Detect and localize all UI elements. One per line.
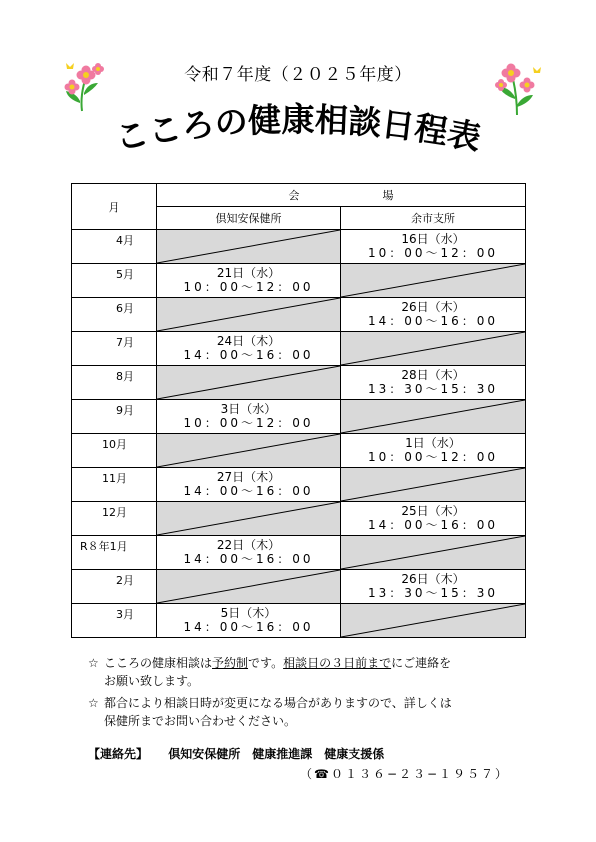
schedule-cell-venue-a (157, 536, 341, 570)
flower-right-icon (493, 55, 545, 117)
venue-header: 会 場 (157, 184, 526, 207)
table-row (72, 298, 526, 332)
date-text: 26日（木） (401, 300, 465, 314)
month-cell: 8月 (72, 366, 157, 400)
notes (88, 654, 452, 734)
schedule-cell-venue-b (341, 230, 526, 264)
star-icon: ☆ (88, 696, 99, 710)
empty-cell-venue-a (157, 366, 341, 400)
empty-cell-venue-b (341, 332, 526, 366)
empty-cell-venue-a (157, 298, 341, 332)
empty-cell-venue-a (157, 502, 341, 536)
date-text: 21日（水） (216, 266, 281, 280)
time-text: 14：00〜16：00 (367, 518, 499, 532)
time-text: 14：00〜16：00 (183, 620, 314, 634)
time-text: 10：00〜12：00 (183, 416, 314, 430)
date-text: 1日（水） (405, 436, 461, 450)
diagonal-line (157, 230, 340, 263)
month-header: 月 (72, 184, 157, 230)
diagonal-line (157, 366, 340, 399)
schedule-cell-venue-b (341, 570, 526, 604)
diagonal-line (157, 570, 340, 603)
table-row (72, 366, 526, 400)
time-text: 14：00〜16：00 (183, 552, 314, 566)
note-reservation: ☆ こころの健康相談は予約制です。相談日の３日前までにご連絡を お願い致します。 (88, 656, 452, 688)
table-row (72, 536, 526, 570)
month-cell: 5月 (72, 264, 157, 298)
flower-left-icon (58, 55, 108, 113)
month-cell: 11月 (72, 468, 157, 502)
diagonal-line (341, 536, 525, 569)
contact-info (88, 744, 509, 784)
schedule-cell-venue-a (157, 468, 341, 502)
diagonal-line (157, 502, 340, 535)
table-row (72, 604, 526, 638)
month-cell: 10月 (72, 434, 157, 468)
time-text: 14：00〜16：00 (183, 484, 314, 498)
contact-org: 倶知安保健所 健康推進課 健康支援係 (168, 747, 385, 761)
contact-label: 【連絡先】 (88, 747, 149, 761)
diagonal-line (157, 434, 340, 467)
date-text: 16日（水） (401, 232, 465, 246)
time-text: 10：00〜12：00 (367, 246, 499, 260)
venue-a-header: 倶知安保健所 (157, 207, 341, 230)
time-text: 10：00〜12：00 (367, 450, 499, 464)
date-text: 26日（木） (401, 572, 465, 586)
empty-cell-venue-b (341, 604, 526, 638)
table-row (72, 400, 526, 434)
schedule-cell-venue-b (341, 502, 526, 536)
month-cell: 4月 (72, 230, 157, 264)
month-cell: 2月 (72, 570, 157, 604)
schedule-cell-venue-b (341, 298, 526, 332)
month-cell: 6月 (72, 298, 157, 332)
note-change: ☆ 都合により相談日時が変更になる場合がありますので、詳しくは 保健所までお問い合わせください。 (88, 696, 452, 728)
schedule-cell-venue-a (157, 264, 341, 298)
page-title: こころの健康相談日程表 (111, 100, 485, 158)
schedule-body (72, 230, 526, 638)
empty-cell-venue-b (341, 468, 526, 502)
table-row (72, 434, 526, 468)
time-text: 10：00〜12：00 (183, 280, 314, 294)
diagonal-line (341, 604, 525, 637)
date-text: 24日（木） (216, 334, 281, 348)
table-row (72, 570, 526, 604)
time-text: 13：30〜15：30 (367, 586, 499, 600)
time-text: 13：30〜15：30 (367, 382, 499, 396)
date-text: 3日（水） (220, 402, 277, 416)
schedule-cell-venue-a (157, 400, 341, 434)
empty-cell-venue-a (157, 570, 341, 604)
svg-text:こころの健康相談日程表 (112, 100, 484, 158)
month-cell: R８年1月 (72, 536, 157, 570)
subtitle: 令和７年度（２０２５年度） (184, 65, 412, 85)
date-text: 28日（木） (401, 368, 465, 382)
empty-cell-venue-b (341, 536, 526, 570)
diagonal-line (341, 400, 525, 433)
date-text: 22日（木） (216, 538, 281, 552)
diagonal-line (341, 264, 525, 297)
schedule-cell-venue-a (157, 332, 341, 366)
table-row (72, 264, 526, 298)
empty-cell-venue-a (157, 230, 341, 264)
table-row (72, 332, 526, 366)
month-cell: 3月 (72, 604, 157, 638)
contact-phone: （☎０１３６−２３−１９５７） (300, 767, 510, 781)
empty-cell-venue-b (341, 400, 526, 434)
schedule-cell-venue-a (157, 604, 341, 638)
schedule-table (71, 183, 526, 638)
table-row (72, 230, 526, 264)
venue-b-header: 余市支所 (341, 207, 526, 230)
schedule-cell-venue-b (341, 366, 526, 400)
date-text: 5日（木） (220, 606, 277, 620)
diagonal-line (157, 298, 340, 331)
month-cell: 9月 (72, 400, 157, 434)
time-text: 14：00〜16：00 (367, 314, 499, 328)
date-text: 27日（木） (216, 470, 281, 484)
diagonal-line (341, 468, 525, 501)
schedule-cell-venue-b (341, 434, 526, 468)
empty-cell-venue-b (341, 264, 526, 298)
month-cell: 7月 (72, 332, 157, 366)
date-text: 25日（木） (401, 504, 465, 518)
star-icon: ☆ (88, 656, 99, 670)
time-text: 14：00〜16：00 (183, 348, 314, 362)
diagonal-line (341, 332, 525, 365)
empty-cell-venue-a (157, 434, 341, 468)
table-row (72, 502, 526, 536)
month-cell: 12月 (72, 502, 157, 536)
table-row (72, 468, 526, 502)
